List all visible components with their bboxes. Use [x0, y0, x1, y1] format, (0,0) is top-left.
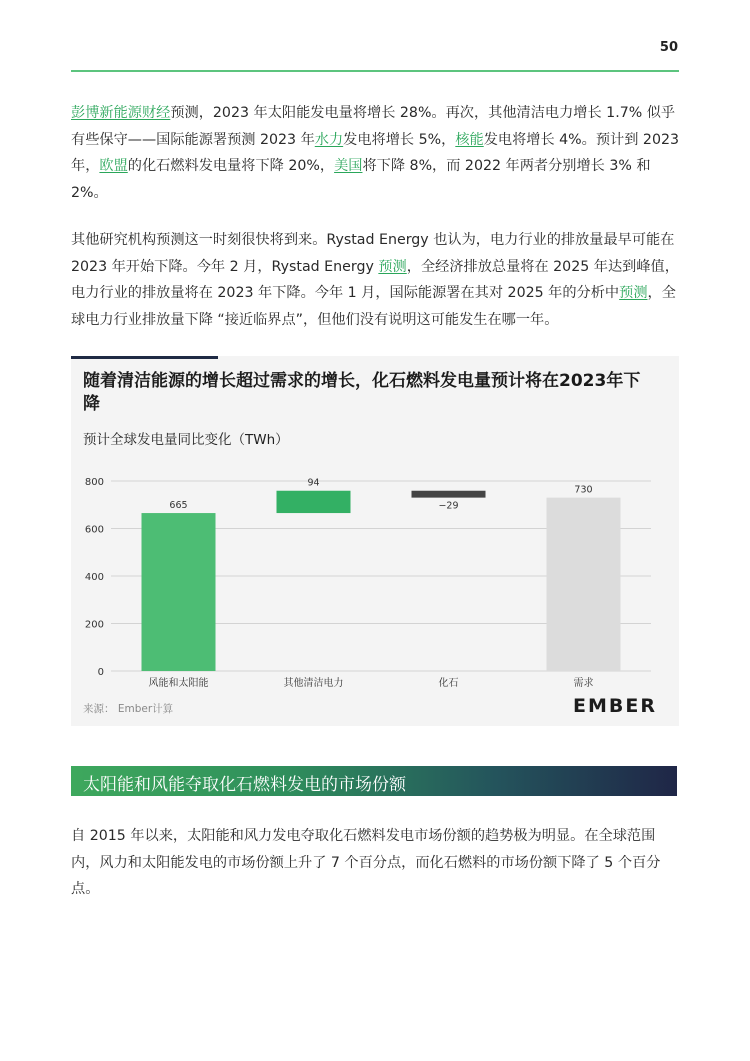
paragraph-text: ，全经济排放总量将在 2025 年达到峰值，电力行业的排放量将在 2023 年下降。今年 1 月，国际能源署在其对 2025 年的分析中: [71, 258, 679, 301]
y-tick-label: 400: [84, 572, 104, 583]
page-number: 50: [659, 40, 678, 55]
ember-logo: EMBER: [573, 695, 657, 717]
paragraph-text: ，全球电力行业排放量下降 “接近临界点”，但他们没有说明这可能发生在哪一年。: [71, 285, 676, 328]
link-hydro[interactable]: 水力: [314, 131, 344, 148]
paragraph-market-share: 自 2015 年以来，太阳能和风力发电夺取化石燃料发电市场份额的趋势极为明显。在全球范围内，风力和太阳能发电的市场份额上升了 7 个百分点，而化石燃料的市场份额下降了 5 个百分点。: [71, 828, 661, 897]
x-category-label: 风能和太阳能: [148, 678, 209, 689]
link-bnef[interactable]: 彭博新能源财经: [71, 105, 171, 121]
data-label: 665: [169, 500, 188, 512]
y-tick-label: 0: [97, 667, 104, 678]
section-title: 太阳能和风能夺取化石燃料发电的市场份额: [83, 775, 406, 795]
paragraph-text: 其他研究机构预测这一时刻很快将到来。Rystad Energy 也认为，电力行业的排放量最早可能在 2023 年开始下降。今年 2 月，Rystad Energy: [71, 232, 675, 275]
paragraph-forecast: [71, 100, 681, 206]
x-category-label: 化石: [438, 678, 459, 689]
link-iea-forecast[interactable]: 预测: [619, 285, 648, 301]
link-nuclear[interactable]: 核能: [455, 131, 484, 148]
bar: [412, 491, 486, 498]
paragraph-text: 将下降 8%，而 2022 年两者分别增长 3% 和 2%。: [71, 158, 651, 201]
bar: [277, 491, 351, 513]
data-label: −29: [438, 500, 459, 512]
paragraph-text: 的化石燃料发电量将下降 20%，: [127, 158, 335, 174]
y-tick-label: 200: [84, 619, 104, 631]
section-banner: [71, 766, 677, 796]
x-category-label: 其他清洁电力: [283, 678, 344, 689]
bar: [547, 498, 621, 671]
chart-source: 来源： Ember计算: [83, 703, 174, 715]
data-label: 94: [307, 477, 320, 489]
link-us[interactable]: 美国: [334, 158, 363, 174]
y-tick-label: 600: [84, 524, 104, 536]
paragraph-text: 预测，2023 年太阳能发电量将增长 28%。再次，其他清洁电力增长 1.7% 似乎有些保守——国际能源署预测 2023 年: [71, 105, 676, 148]
x-category-label: 需求: [573, 678, 594, 689]
data-label: 730: [574, 484, 593, 496]
paragraph-text: 发电将增长 5%，: [343, 131, 456, 148]
paragraph-research: [71, 227, 681, 333]
chart-card: [71, 356, 679, 726]
y-tick-label: 800: [84, 477, 104, 488]
top-divider: [71, 70, 679, 72]
link-rystad-forecast[interactable]: 预测: [378, 258, 407, 275]
chart-title: 随着清洁能源的增长超过需求的增长，化石燃料发电量预计将在2023年下降: [83, 371, 641, 414]
paragraph-text: 发电将增长 4%。预计到 2023 年，: [71, 131, 680, 174]
chart-subtitle: 预计全球发电量同比变化（TWh）: [83, 432, 289, 448]
link-eu[interactable]: 欧盟: [99, 158, 128, 174]
waterfall-chart: [71, 356, 679, 726]
bar: [142, 513, 216, 671]
